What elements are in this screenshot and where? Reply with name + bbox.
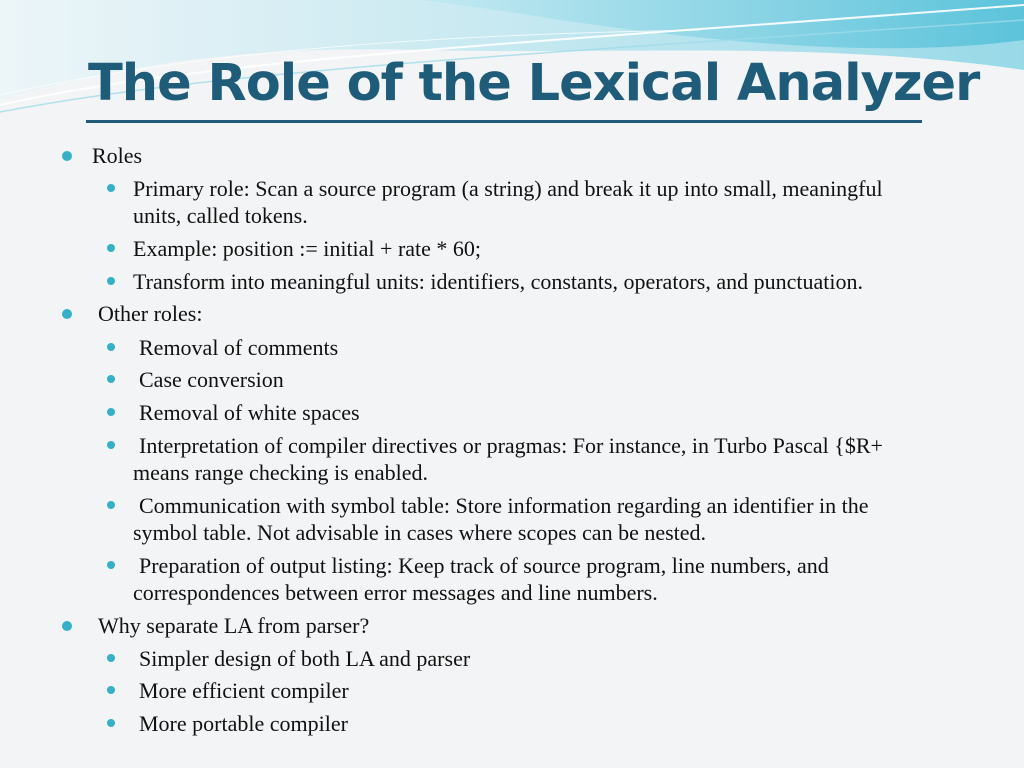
bullet-icon xyxy=(107,343,115,351)
bullet-icon xyxy=(107,375,115,383)
list-item-communication: Communication with symbol table: Store information regarding an identifier in the xyxy=(139,493,869,518)
list-item-preparation-cont: correspondences between error messages and line numbers. xyxy=(133,580,658,605)
list-item-interpretation: Interpretation of compiler directives or pragmas: For instance, in Turbo Pascal {$R+ xyxy=(139,433,883,458)
bullet-icon xyxy=(107,277,115,285)
title-underline xyxy=(86,120,922,123)
bullet-icon xyxy=(107,561,115,569)
list-item-transform: Transform into meaningful units: identifiers, constants, operators, and punctuation. xyxy=(133,269,863,294)
list-item-primary-role: Primary role: Scan a source program (a string) and break it up into small, meaningful xyxy=(133,176,883,201)
bullet-icon xyxy=(107,686,115,694)
list-item-preparation: Preparation of output listing: Keep track of source program, line numbers, and xyxy=(139,553,829,578)
list-item-removal-comments: Removal of comments xyxy=(139,335,339,360)
list-item-case-conversion: Case conversion xyxy=(139,367,284,392)
bullet-icon xyxy=(107,408,115,416)
list-item-efficient: More efficient compiler xyxy=(139,678,349,703)
bullet-icon xyxy=(62,309,72,319)
bullet-icon xyxy=(107,654,115,662)
bullet-icon xyxy=(107,184,115,192)
bullet-icon xyxy=(107,244,115,252)
bullet-icon xyxy=(62,621,72,631)
list-item-primary-role-cont: units, called tokens. xyxy=(133,203,308,228)
bullet-icon xyxy=(107,719,115,727)
bullet-icon xyxy=(107,441,115,449)
list-item-communication-cont: symbol table. Not advisable in cases where scopes can be nested. xyxy=(133,520,707,545)
list-item-example: Example: position := initial + rate * 60; xyxy=(133,236,482,261)
list-item-why-separate: Why separate LA from parser? xyxy=(98,613,370,638)
bullet-icon xyxy=(62,151,72,161)
bullet-icon xyxy=(107,501,115,509)
list-item-simpler: Simpler design of both LA and parser xyxy=(139,646,471,671)
list-item-portable: More portable compiler xyxy=(139,711,348,736)
list-item-other-roles: Other roles: xyxy=(98,301,203,326)
list-item-removal-white: Removal of white spaces xyxy=(139,400,360,425)
page-title: The Role of the Lexical Analyzer xyxy=(88,54,980,113)
list-item-roles: Roles xyxy=(92,143,143,168)
list-item-interpretation-cont: means range checking is enabled. xyxy=(133,460,429,485)
